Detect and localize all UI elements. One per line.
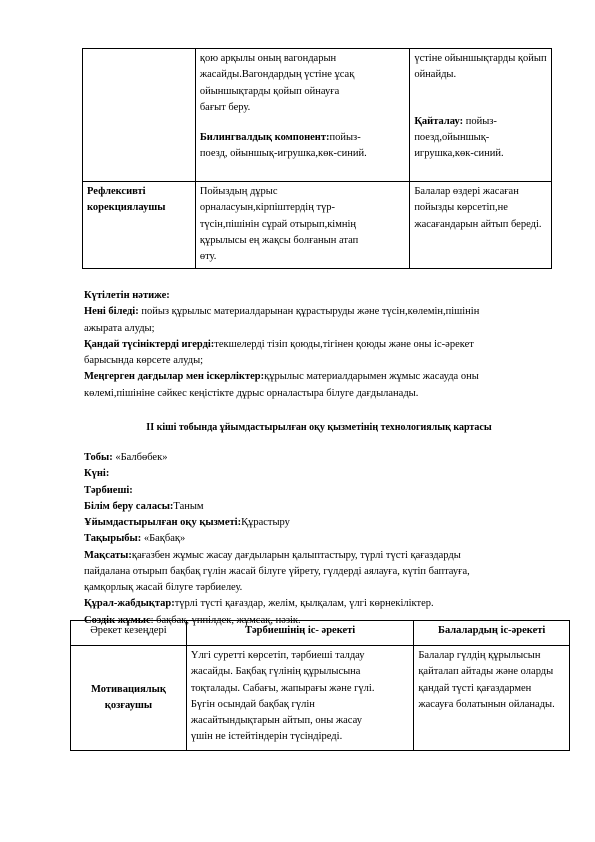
- column-header: Балалардың іс-әрекеті: [414, 621, 570, 646]
- info-teacher: Тәрбиеші:: [84, 484, 133, 496]
- column-header: Тәрбиешінің іс- әрекеті: [186, 621, 413, 646]
- column-header: Әрекет кезеңдері: [71, 621, 187, 646]
- results-heading: Күтілетін нәтиже:: [84, 290, 170, 301]
- table-header-row: [71, 621, 570, 646]
- expected-results: [84, 288, 554, 402]
- lesson-info: [84, 450, 554, 629]
- table-row: [83, 182, 552, 269]
- table-cell: [410, 49, 552, 182]
- table-row: [71, 646, 570, 751]
- result-item: Қандай түсініктерді игерді:текшелерді тізіп қоюды,тігінен қоюды және оны іс-әрекет барысында көрсете алуды;: [84, 338, 474, 367]
- table-cell: [83, 49, 196, 182]
- info-vocabulary: Сөздік жұмыс: бақбақ, үппілдек, жұмсақ, нәзік.: [84, 614, 301, 626]
- section-title: ІІ кіші тобында ұйымдастырылған оқу қызметінің технологиялық картасы: [146, 422, 492, 433]
- result-item: Нені біледі: пойыз құрылыс материалдарынан құрастыруды және түсін,көлемін,пішінін ажырата алуды;: [84, 306, 480, 334]
- result-item: Меңгерген дағдылар мен іскерліктер:құрылыс материалдарымен жұмыс жасауда оны көлемі,пішініне сәйкес кеңістікте дұрыс орналастыра білуге дағдыланады.: [84, 371, 479, 399]
- bilingual-component: Билингвалдық компонент:пойыз- поезд, ойыншық-игрушка,көк-синий.: [199, 132, 367, 160]
- repetition-block: Қайталау: пойыз- поезд,ойыншық- игрушка,көк-синий.: [414, 115, 504, 160]
- info-group: Тобы: «Балбөбек»: [84, 452, 168, 463]
- info-materials: Құрал-жабдықтар:түрлі түсті қағаздар, желім, қылқалам, үлгі көрнекіліктер.: [84, 598, 434, 610]
- info-goal: Мақсаты:қағазбен жұмыс жасау дағдыларын қалыптастыру, түрлі түсті қағаздарды пайдалана отырып бақбақ гүлін жасай білуге үйрету, гүлдерді аялауға, күтіп баптауға, қамқорлық жасай білуге тәрбиелеу.: [84, 549, 470, 594]
- info-topic: Тақырыбы: «Бақбақ»: [84, 533, 186, 545]
- info-date: Күні:: [84, 468, 110, 480]
- table-cell: [71, 646, 187, 751]
- table-cell: Балалар өздері жасаған пойызды көрсетіп,не жасағандарын айтып береді.: [410, 182, 552, 269]
- table-row: [83, 49, 552, 182]
- info-education-area: Білім беру саласы:Таным: [84, 500, 204, 512]
- info-activity: Ұйымдастырылған оқу қызметі:Құрастыру: [84, 517, 290, 529]
- children-activity-text: үстіне ойыншықтарды қойып ойнайды.: [414, 53, 547, 81]
- table-cell: Үлгі суретті көрсетіп, тәрбиеші талдау жасайды. Бақбақ гүлінің құрылысына тоқталады. Сабағы, жапырағы және гүлі. Бүгін осындай бақбақ гүлін жасайтындықтарын айтып, оны жасау үшін не істейтіндерін түсіндіреді.: [186, 646, 413, 751]
- table-cell: Пойыздың дұрыс орналасуын,кірпіштердің түр- түсін,пішінін сұрай отырып,кімнің құрылысы ең жақсы болғанын атап өту.: [195, 182, 409, 269]
- table-cell: [195, 49, 409, 182]
- stage-name: Рефлексивті корекциялаушы: [87, 186, 166, 214]
- technology-card-table: [70, 620, 570, 751]
- table-cell: Балалар гүлдің құрылысын қайталап айтады және оларды қандай түсті қағаздармен жасауға болатынын ойланады.: [414, 646, 570, 751]
- teacher-activity-text: қою арқылы оның вагондарын жасайды.Вагондардың үстіне ұсақ ойыншықтарды қойып ойнауға бағыт беру.: [199, 53, 355, 113]
- table-cell: [83, 182, 196, 269]
- stage-name: Мотивациялық қозғаушы: [90, 683, 166, 711]
- activity-table-continued: [82, 48, 552, 269]
